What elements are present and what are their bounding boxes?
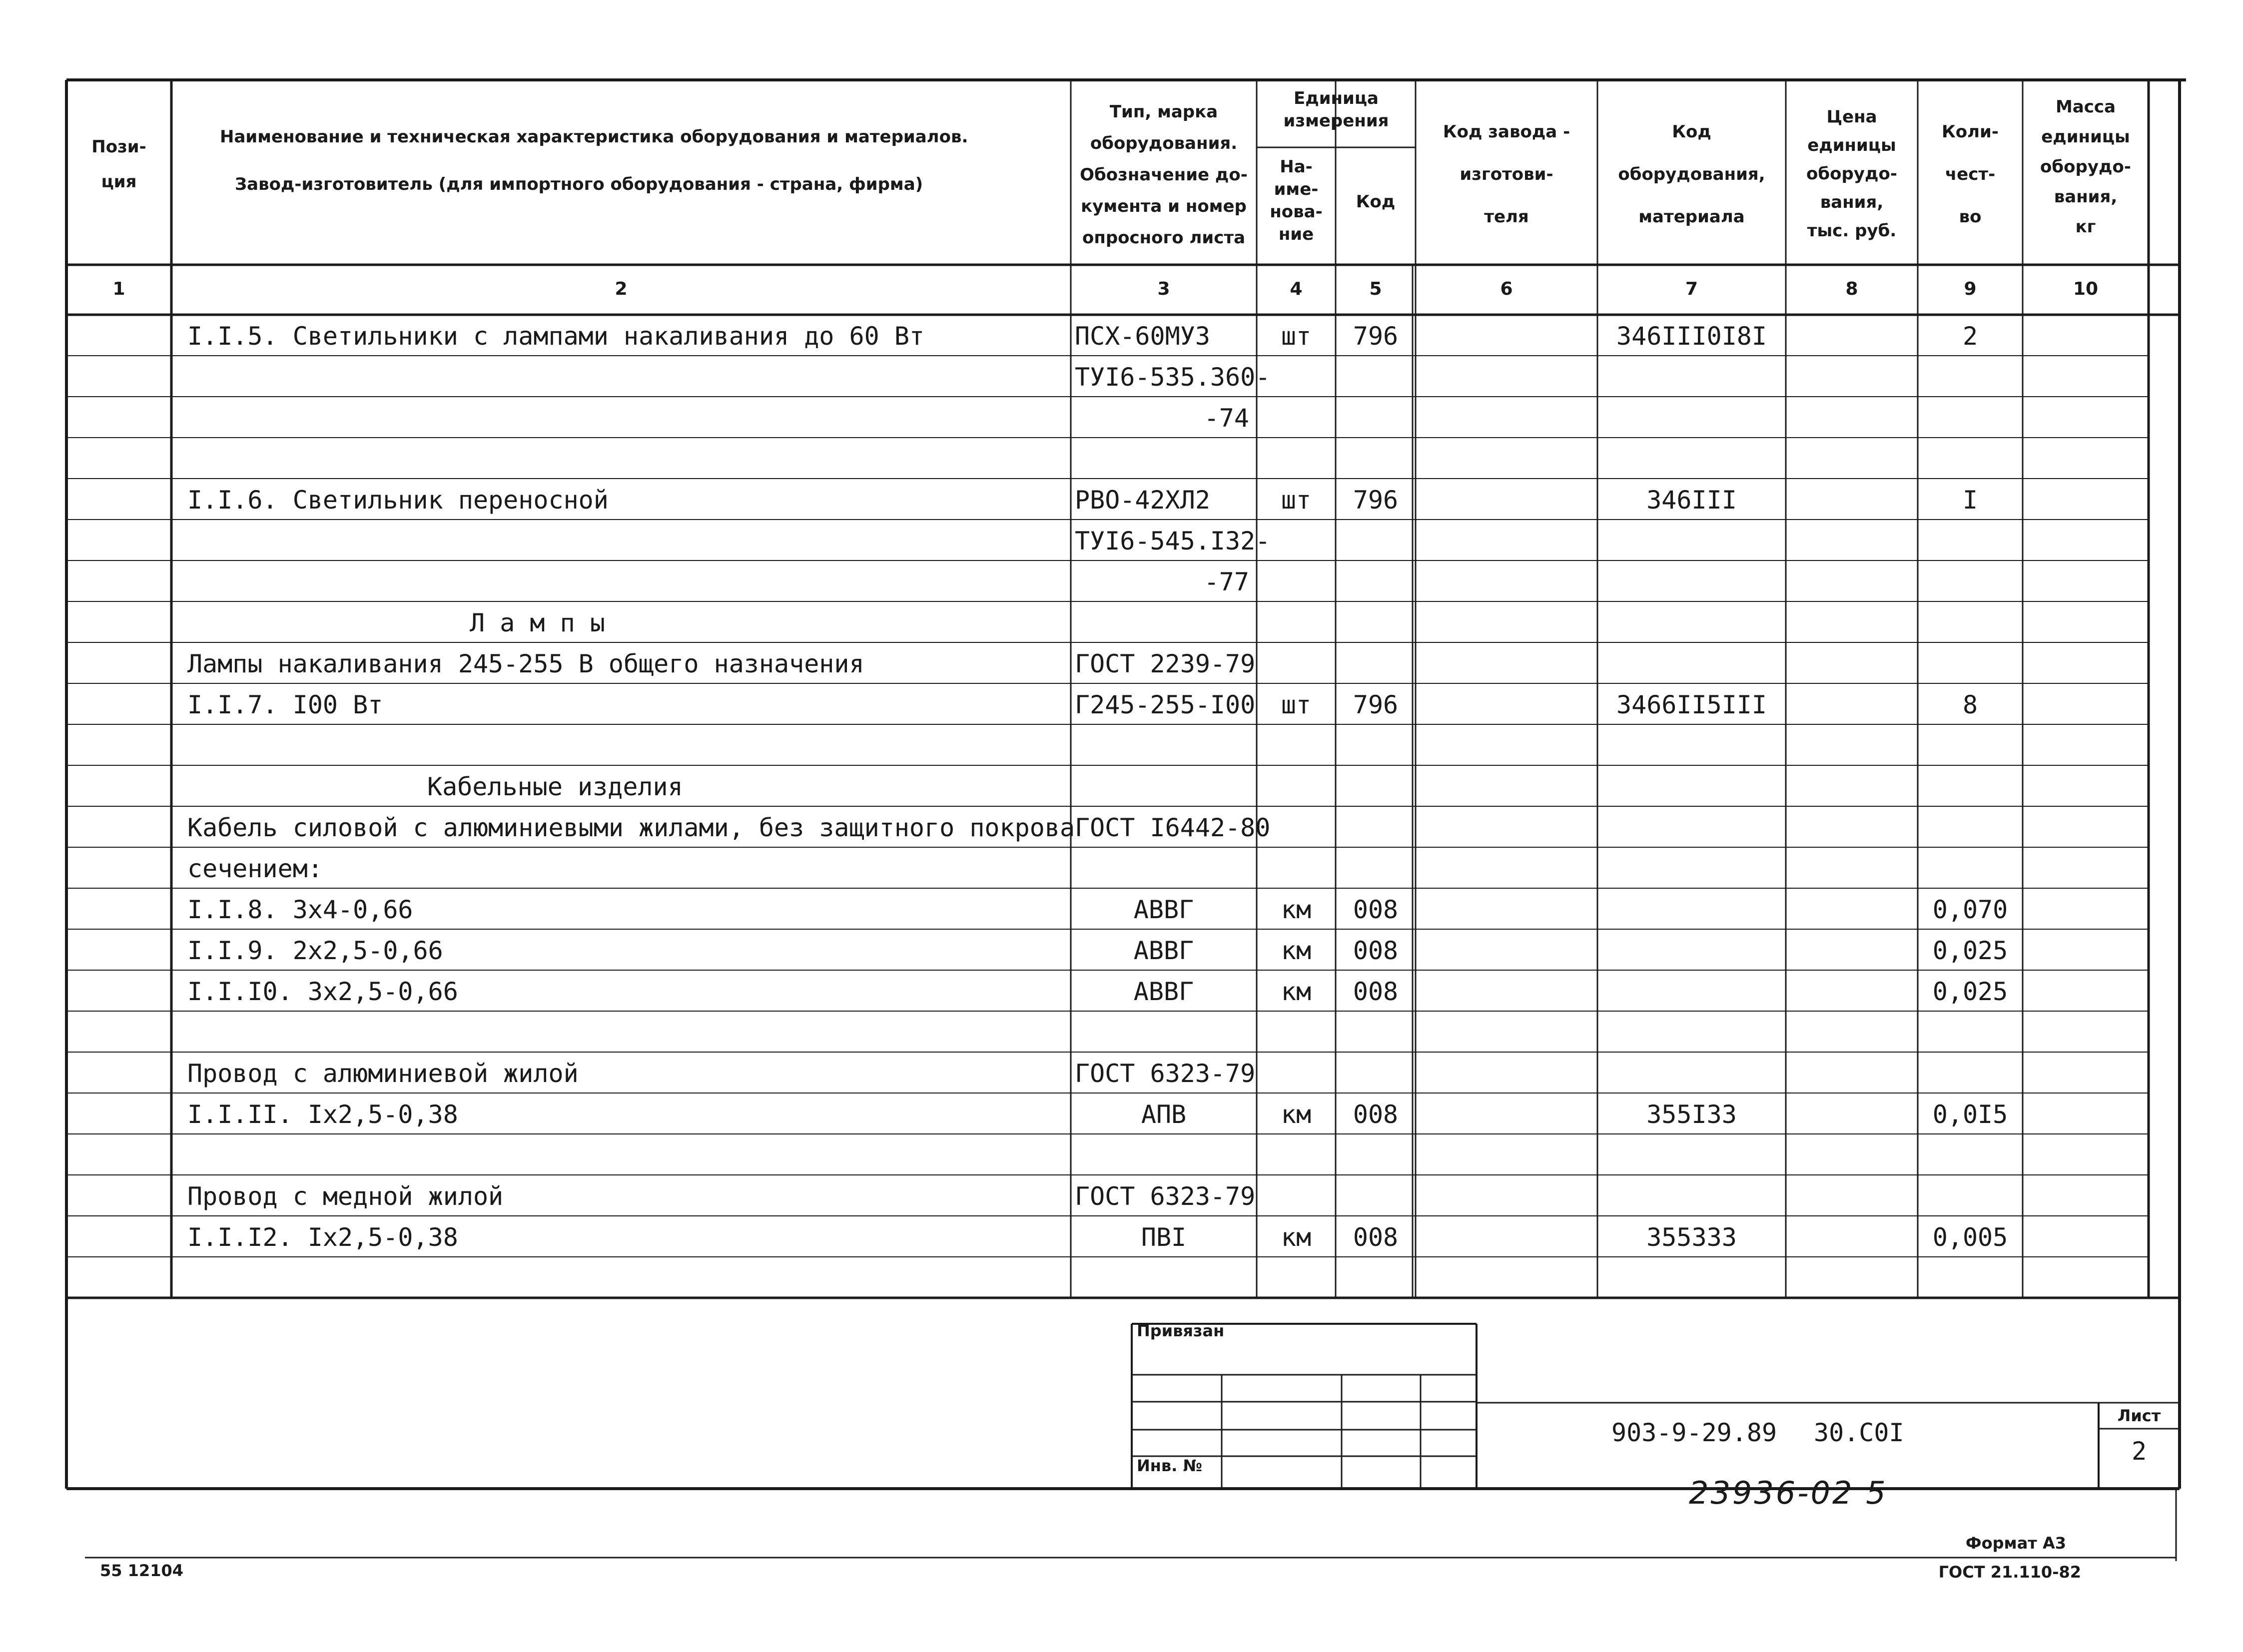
item-type: АВВГ	[1133, 936, 1194, 965]
item-type: АВВГ	[1133, 895, 1194, 924]
item-name: I.I.7. I00 Вт	[187, 690, 383, 719]
header-name-line: Наименование и техническая характеристика оборудования и материалов.	[220, 127, 968, 147]
item-quantity: 2	[1962, 322, 1978, 351]
header-mass: Масса	[2055, 97, 2116, 117]
header-unit-name: На-	[1280, 157, 1313, 177]
item-unit: шт	[1281, 322, 1312, 351]
item-type: Г245-255-I00	[1075, 690, 1256, 719]
item-unit-code: 008	[1353, 977, 1399, 1006]
item-material-code: 3466II5III	[1616, 690, 1767, 719]
item-type: ГОСТ 2239-79	[1075, 649, 1256, 678]
item-name: Лампы накаливания 245-255 В общего назначения	[187, 649, 864, 678]
column-number: 8	[1845, 279, 1858, 299]
header-unit-name: ние	[1278, 224, 1314, 244]
header-price: Цена	[1826, 107, 1877, 127]
item-name: Кабель силовой с алюминиевыми жилами, без защитного покрова	[187, 813, 1075, 842]
handwritten-number: 23936-02 5	[1689, 1475, 1888, 1511]
item-type: ТУI6-545.I32-	[1075, 527, 1271, 555]
header-price: вания,	[1820, 192, 1884, 212]
item-name: Провод с медной жилой	[187, 1182, 504, 1211]
column-number: 1	[112, 279, 125, 299]
item-type: ГОСТ I6442-80	[1075, 813, 1271, 842]
header-unit-name: име-	[1274, 179, 1319, 199]
header-price: тыс. руб.	[1807, 221, 1897, 241]
item-unit: км	[1281, 1223, 1312, 1252]
column-number: 4	[1290, 279, 1303, 299]
column-number: 10	[2073, 279, 2099, 299]
document-code: 30.С0I	[1814, 1418, 1904, 1447]
item-unit: км	[1281, 895, 1312, 924]
item-name: I.I.5. Светильники с лампами накаливания до 60 Вт	[187, 322, 925, 351]
document-number: 903-9-29.89	[1611, 1418, 1777, 1447]
column-number: 2	[615, 279, 628, 299]
item-unit: км	[1281, 977, 1312, 1006]
item-quantity: 0,0I5	[1932, 1100, 2008, 1129]
item-name: I.I.I0. 3х2,5-0,66	[187, 977, 458, 1006]
item-type: ГОСТ 6323-79	[1075, 1182, 1256, 1211]
item-unit-code: 008	[1353, 1100, 1399, 1129]
item-unit-code: 008	[1353, 1223, 1399, 1252]
item-type: РВО-42ХЛ2	[1075, 486, 1210, 515]
header-price: единицы	[1807, 135, 1896, 155]
header-type: Тип, марка	[1109, 102, 1218, 122]
item-unit: шт	[1281, 690, 1312, 719]
column-number: 3	[1157, 279, 1170, 299]
item-type: АПВ	[1141, 1100, 1187, 1129]
header-type: опросного листа	[1082, 228, 1246, 248]
item-name: Провод с алюминиевой жилой	[187, 1059, 579, 1088]
item-material-code: 346III0I8I	[1616, 322, 1767, 351]
sheet-label: Лист	[2117, 1406, 2161, 1425]
header-factory-code: Код завода -	[1443, 122, 1570, 142]
header-position: ция	[101, 172, 137, 192]
header-factory-code: изготови-	[1460, 164, 1553, 184]
header-material-code: оборудования,	[1618, 164, 1765, 184]
item-name: сечением:	[187, 854, 323, 883]
item-type: ПСХ-60МУЗ	[1075, 322, 1210, 351]
item-unit: км	[1281, 936, 1312, 965]
footer-code: 55 12104	[100, 1561, 183, 1580]
gost-label: ГОСТ 21.110-82	[1938, 1563, 2081, 1582]
item-name: I.I.I2. Iх2,5-0,38	[187, 1223, 458, 1252]
header-mass: единицы	[2041, 127, 2130, 147]
item-quantity: 0,005	[1932, 1223, 2008, 1252]
header-material-code: Код	[1672, 122, 1711, 142]
item-type: -74	[1204, 404, 1249, 433]
header-mass: кг	[2075, 217, 2096, 237]
item-name: I.I.II. Iх2,5-0,38	[187, 1100, 458, 1129]
item-type: -77	[1204, 567, 1249, 596]
item-material-code: 355333	[1646, 1223, 1737, 1252]
item-name: I.I.9. 2х2,5-0,66	[187, 936, 443, 965]
header-type: Обозначение до-	[1080, 165, 1248, 185]
header-name-line: Завод-изготовитель (для импортного оборудования - страна, фирма)	[235, 174, 923, 194]
item-quantity: 0,025	[1932, 977, 2008, 1006]
item-type: АВВГ	[1133, 977, 1194, 1006]
item-quantity: 0,025	[1932, 936, 2008, 965]
item-material-code: 355I33	[1646, 1100, 1737, 1129]
header-unit-code: Код	[1356, 192, 1396, 212]
item-name: I.I.8. 3х4-0,66	[187, 895, 413, 924]
item-quantity: I	[1962, 486, 1978, 515]
column-number: 7	[1685, 279, 1698, 299]
column-number: 5	[1369, 279, 1382, 299]
item-name: I.I.6. Светильник переносной	[187, 486, 609, 515]
item-type: ТУI6-535.360-	[1075, 363, 1271, 392]
item-unit-code: 796	[1353, 322, 1399, 351]
sheet-number: 2	[2131, 1437, 2147, 1466]
item-quantity: 0,070	[1932, 895, 2008, 924]
header-unit-group: измерения	[1283, 111, 1389, 131]
item-unit: шт	[1281, 486, 1312, 515]
format-label: Формат А3	[1965, 1534, 2066, 1553]
header-material-code: материала	[1638, 207, 1745, 227]
column-number: 6	[1500, 279, 1513, 299]
inventory-number-label: Инв. №	[1137, 1456, 1202, 1475]
header-mass: оборудо-	[2040, 157, 2131, 177]
linked-label: Привязан	[1137, 1321, 1225, 1340]
header-mass: вания,	[2054, 187, 2118, 207]
header-quantity: чест-	[1945, 164, 1996, 184]
item-quantity: 8	[1962, 690, 1978, 719]
item-name: Кабельные изделия	[427, 772, 683, 801]
item-unit-code: 796	[1353, 690, 1399, 719]
item-unit-code: 008	[1353, 895, 1399, 924]
item-unit-code: 796	[1353, 486, 1399, 515]
item-unit-code: 008	[1353, 936, 1399, 965]
item-material-code: 346III	[1646, 486, 1737, 515]
header-position: Пози-	[91, 137, 146, 157]
item-type: ГОСТ 6323-79	[1075, 1059, 1256, 1088]
header-factory-code: теля	[1484, 207, 1529, 227]
header-type: оборудования.	[1090, 133, 1238, 153]
header-quantity: Коли-	[1942, 122, 1999, 142]
header-price: оборудо-	[1806, 164, 1897, 184]
item-type: ПВI	[1141, 1223, 1187, 1252]
header-unit-group: Единица	[1294, 88, 1379, 108]
item-unit: км	[1281, 1100, 1312, 1129]
header-type: кумента и номер	[1081, 196, 1247, 216]
header-quantity: во	[1959, 207, 1982, 227]
item-name: Л а м п ы	[470, 608, 605, 637]
header-unit-name: нова-	[1270, 202, 1323, 222]
column-number: 9	[1964, 279, 1977, 299]
